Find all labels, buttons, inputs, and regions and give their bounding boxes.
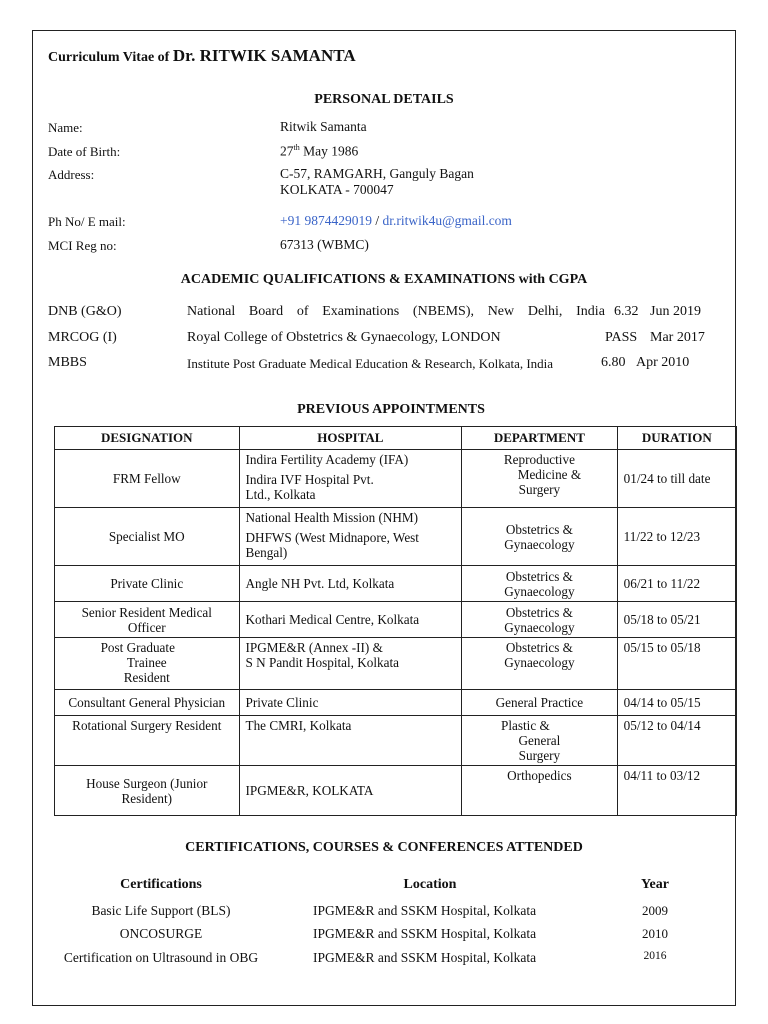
- appointment-hospital: [239, 716, 462, 766]
- appointment-department-line: General Practice: [495, 695, 584, 710]
- appointment-department-line: Obstetrics &: [505, 568, 573, 584]
- cert-year: 2010: [642, 926, 668, 941]
- appointment-hospital-line: Private Clinic: [245, 695, 319, 710]
- degree-mbbs: MBBS: [48, 355, 87, 370]
- dob-day: 27: [280, 143, 294, 159]
- cv-title: [48, 46, 356, 66]
- appointment-department-line: Plastic &: [501, 718, 550, 733]
- name-value: Ritwik Samanta: [280, 119, 367, 134]
- appointment-hospital-line: The CMRI, Kolkata: [245, 718, 352, 733]
- appointment-row: [55, 690, 737, 716]
- dob-suffix: th: [293, 143, 300, 152]
- appointment-hospital: [239, 766, 462, 816]
- appointment-department-line: Obstetrics &: [505, 604, 573, 620]
- degree-dnb: DNB (G&O): [48, 304, 122, 319]
- appointments-table: [54, 426, 737, 816]
- appointment-duration: 05/18 to 05/21: [617, 602, 736, 638]
- appointment-row: [55, 766, 737, 816]
- appointment-designation: [55, 690, 240, 716]
- cert-location: IPGME&R and SSKM Hospital, Kolkata: [313, 903, 537, 918]
- col-designation: DESIGNATION: [55, 427, 240, 450]
- appointment-department: [462, 602, 617, 638]
- appointment-designation-line: Specialist MO: [108, 529, 185, 544]
- appointment-hospital: [239, 690, 462, 716]
- appointment-row: [55, 716, 737, 766]
- appointment-designation: [55, 602, 240, 638]
- phone-link[interactable]: +91 9874429019: [280, 213, 372, 228]
- col-hospital: HOSPITAL: [239, 427, 462, 450]
- cert-location: IPGME&R and SSKM Hospital, Kolkata: [313, 950, 537, 965]
- grade-mbbs: 6.80: [601, 355, 626, 370]
- appointment-designation-line: Resident: [123, 670, 170, 685]
- appointment-designation: [55, 508, 240, 566]
- address-line-2: KOLKATA - 700047: [280, 182, 394, 197]
- appointment-designation: [55, 450, 240, 508]
- institution-mrcog: Royal College of Obstetrics & Gynaecology, LONDON: [187, 330, 501, 345]
- appointment-department: [462, 566, 617, 602]
- appointment-row: [55, 566, 737, 602]
- appointment-hospital: [239, 508, 462, 566]
- appointment-designation-line: Resident): [121, 790, 173, 806]
- appointment-designation: [55, 638, 240, 690]
- appointment-designation-line: Trainee: [126, 655, 167, 670]
- appointment-row: [55, 508, 737, 566]
- date-mrcog: Mar 2017: [650, 330, 705, 345]
- appointments-header-row: [55, 427, 737, 450]
- grade-mrcog: PASS: [605, 330, 638, 345]
- appointment-department-line: Gynaecology: [504, 619, 575, 635]
- appointment-department-line: Reproductive: [503, 452, 575, 467]
- appointment-designation-line: Post Graduate: [100, 640, 175, 655]
- address-line-1: C-57, RAMGARH, Ganguly Bagan: [280, 166, 474, 181]
- appointment-designation: [55, 566, 240, 602]
- appointment-department: [462, 716, 617, 766]
- appointment-designation: [55, 766, 240, 816]
- appointment-designation-line: Senior Resident Medical: [81, 604, 212, 620]
- cert-name: ONCOSURGE: [119, 926, 203, 941]
- appointment-row: [55, 602, 737, 638]
- appointment-designation-line: House Surgeon (Junior: [86, 775, 208, 791]
- appointment-department-line: Gynaecology: [504, 536, 575, 552]
- appointment-duration: 01/24 to till date: [617, 450, 736, 508]
- appointment-department-line: Obstetrics &: [505, 640, 573, 655]
- col-certifications: Certifications: [120, 877, 202, 892]
- appointment-hospital: [239, 450, 462, 508]
- cert-name: Certification on Ultrasound in OBG: [63, 950, 259, 965]
- mci-value: 67313 (WBMC): [280, 237, 369, 252]
- appointment-hospital: [239, 566, 462, 602]
- appointment-hospital-line: Angle NH Pvt. Ltd, Kolkata: [245, 576, 395, 591]
- appointments-heading: PREVIOUS APPOINTMENTS: [297, 402, 485, 417]
- appointment-designation-line: Private Clinic: [110, 576, 184, 591]
- cert-name: Basic Life Support (BLS): [91, 903, 231, 918]
- degree-mrcog: MRCOG (I): [48, 330, 117, 345]
- appointment-designation-line: Consultant General Physician: [68, 695, 226, 710]
- col-duration: DURATION: [617, 427, 736, 450]
- appointment-hospital-line: Indira Fertility Academy (IFA): [245, 452, 409, 467]
- contact-separator: /: [372, 213, 383, 228]
- appointment-department-line: Gynaecology: [504, 655, 575, 670]
- cv-title-name: Dr. RITWIK SAMANTA: [172, 46, 356, 65]
- date-mbbs: Apr 2010: [636, 355, 690, 370]
- grade-dnb: 6.32: [614, 304, 639, 319]
- appointment-designation-line: Rotational Surgery Resident: [72, 718, 222, 733]
- cert-location: IPGME&R and SSKM Hospital, Kolkata: [313, 926, 537, 941]
- appointment-duration: 06/21 to 11/22: [617, 566, 736, 602]
- appointment-hospital-line: Kothari Medical Centre, Kolkata: [245, 612, 420, 627]
- appointment-hospital-line: Bengal): [245, 545, 288, 560]
- appointment-duration: 05/12 to 04/14: [617, 716, 736, 766]
- contact-label: Ph No/ E mail:: [48, 214, 126, 229]
- appointment-hospital: [239, 602, 462, 638]
- appointment-duration: 05/15 to 05/18: [617, 638, 736, 690]
- certifications-heading: CERTIFICATIONS, COURSES & CONFERENCES ATTENDED: [185, 840, 583, 855]
- cert-year: 2016: [643, 950, 667, 962]
- appointment-designation: [55, 716, 240, 766]
- appointment-department-line: Gynaecology: [504, 583, 575, 599]
- appointment-hospital-line: S N Pandit Hospital, Kolkata: [245, 655, 400, 670]
- institution-mbbs: Institute Post Graduate Medical Education & Research, Kolkata, India: [187, 356, 554, 371]
- appointment-duration: 04/11 to 03/12: [617, 766, 736, 816]
- appointment-row: [55, 638, 737, 690]
- appointment-department: [462, 638, 617, 690]
- appointment-hospital: [239, 638, 462, 690]
- date-dnb: Jun 2019: [650, 304, 701, 319]
- dob-label: Date of Birth:: [48, 144, 121, 159]
- institution-dnb: National Board of Examinations (NBEMS), New Delhi, India: [187, 304, 605, 319]
- appointment-department-line: Surgery: [518, 482, 561, 497]
- appointment-hospital-line: IPGME&R (Annex -II) &: [245, 640, 383, 655]
- appointment-hospital-line: Indira IVF Hospital Pvt.: [245, 472, 374, 487]
- appointment-department-line: Obstetrics &: [505, 521, 573, 537]
- appointment-department: [462, 508, 617, 566]
- contact-value: [280, 213, 512, 229]
- appointment-department-line: Surgery: [518, 748, 561, 763]
- appointment-hospital-line: Ltd., Kolkata: [245, 487, 316, 502]
- appointment-duration: 04/14 to 05/15: [617, 690, 736, 716]
- email-link[interactable]: dr.ritwik4u@gmail.com: [382, 213, 512, 228]
- academic-heading: ACADEMIC QUALIFICATIONS & EXAMINATIONS with CGPA: [180, 272, 588, 287]
- name-label: Name:: [48, 120, 83, 135]
- address-value: [280, 166, 474, 198]
- appointment-hospital-line: DHFWS (West Midnapore, West: [245, 530, 419, 545]
- appointment-department-line: Orthopedics: [507, 768, 572, 783]
- col-year: Year: [641, 877, 669, 892]
- appointment-row: [55, 450, 737, 508]
- personal-heading: PERSONAL DETAILS: [314, 92, 454, 107]
- mci-label: MCI Reg no:: [48, 238, 117, 253]
- appointment-department: [462, 450, 617, 508]
- cv-title-prefix: Curriculum Vitae of: [48, 50, 170, 65]
- appointment-hospital-line: National Health Mission (NHM): [245, 510, 419, 525]
- appointment-department-line: General: [518, 733, 561, 748]
- dob-value: [280, 143, 358, 160]
- appointment-designation-line: Officer: [127, 619, 166, 635]
- cert-year: 2009: [642, 903, 668, 918]
- appointment-department: [462, 690, 617, 716]
- appointment-hospital-line: IPGME&R, KOLKATA: [245, 783, 374, 798]
- address-label: Address:: [48, 167, 95, 182]
- col-department: DEPARTMENT: [462, 427, 617, 450]
- appointment-designation-line: FRM Fellow: [112, 471, 181, 486]
- col-location: Location: [403, 877, 457, 892]
- appointment-duration: 11/22 to 12/23: [617, 508, 736, 566]
- appointment-department: [462, 766, 617, 816]
- appointment-department-line: Medicine &: [517, 467, 582, 482]
- dob-month-year: May 1986: [299, 143, 359, 159]
